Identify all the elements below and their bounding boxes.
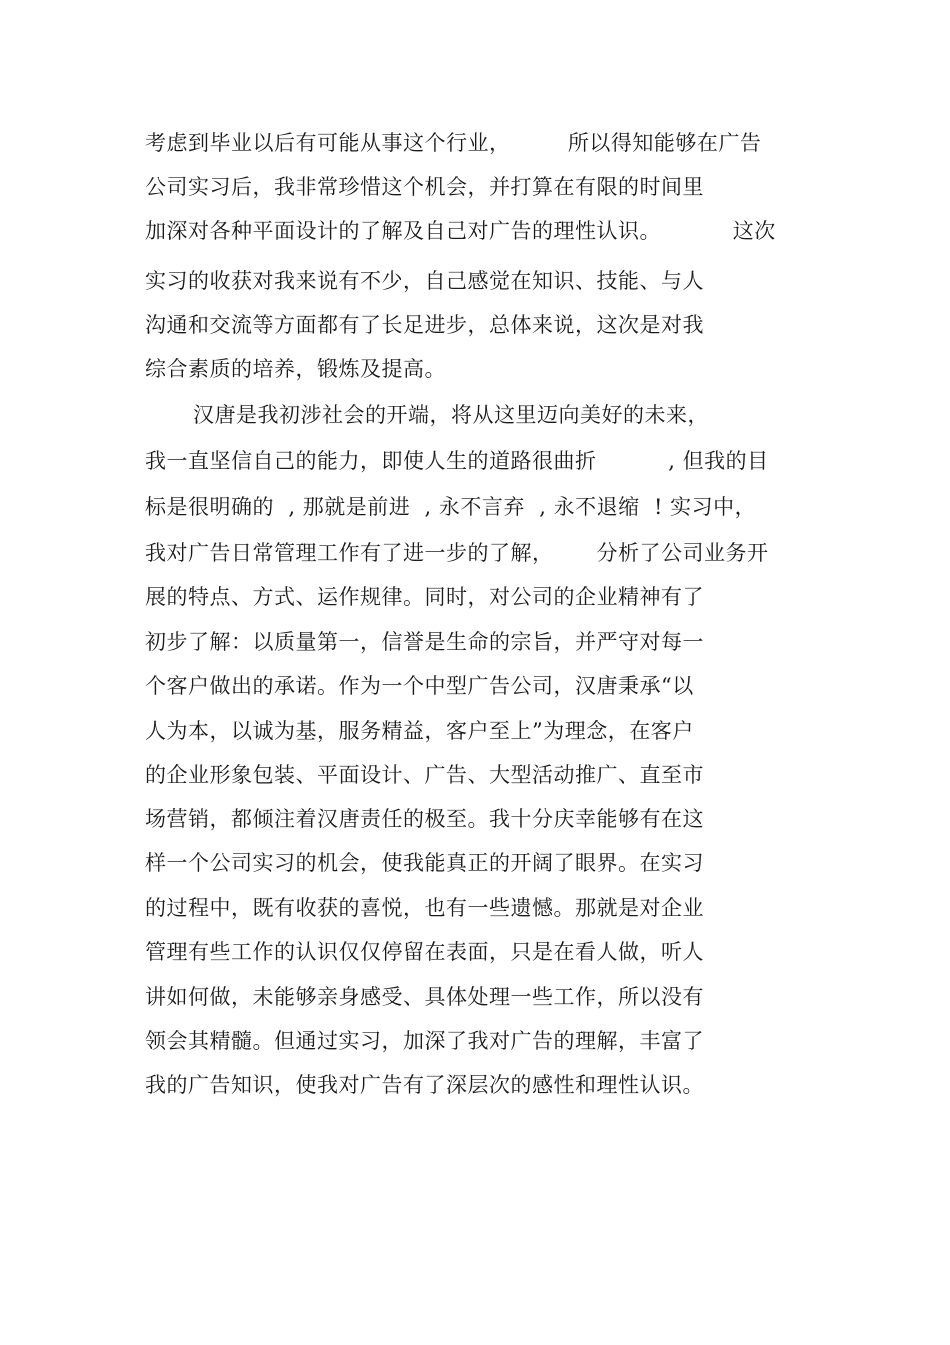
text-line: 我一直坚信自己的能力，即使人生的道路很曲折 , 但我的目 (145, 449, 769, 473)
text-line: 沟通和交流等方面都有了长足进步，总体来说，这次是对我 (145, 313, 704, 337)
text-line: 管理有些工作的认识仅仅停留在表面，只是在看人做，听人 (145, 940, 704, 964)
text-line: 初步了解：以质量第一，信誉是生命的宗旨，并严守对每一 (145, 630, 704, 654)
text-line: 考虑到毕业以后有可能从事这个行业， 所以得知能够在广告 (145, 131, 762, 155)
text-line: 样一个公司实习的机会，使我能真正的开阔了眼界。在实习 (145, 851, 704, 875)
text-line: 领会其精髓。但通过实习，加深了我对广告的理解，丰富了 (145, 1029, 704, 1053)
text-line: 我的广告知识，使我对广告有了深层次的感性和理性认识。 (145, 1073, 704, 1097)
text-line: 个客户做出的承诺。作为一个中型广告公司，汉唐秉承“以 (145, 674, 694, 698)
text-line: 展的特点、方式、运作规律。同时，对公司的企业精神有了 (145, 585, 704, 609)
text-line: 的过程中，既有收获的喜悦，也有一些遗憾。那就是对企业 (145, 896, 704, 920)
text-line: 汉唐是我初涉社会的开端，将从这里迈向美好的未来， (193, 403, 709, 427)
text-line: 加深对各种平面设计的了解及自己对广告的理性认识。 这次 (145, 219, 776, 243)
text-line: 标是很明确的 , 那就是前进 , 永不言弃 , 永不退缩 ! 实习中， (145, 495, 757, 519)
text-line: 讲如何做，未能够亲身感受、具体处理一些工作，所以没有 (145, 985, 704, 1009)
text-line: 的企业形象包装、平面设计、广告、大型活动推广、直至市 (145, 763, 704, 787)
text-line: 我对广告日常管理工作有了进一步的了解， 分析了公司业务开 (145, 541, 769, 565)
text-line: 场营销，都倾注着汉唐责任的极至。我十分庆幸能够有在这 (145, 807, 704, 831)
text-line: 公司实习后，我非常珍惜这个机会，并打算在有限的时间里 (145, 175, 704, 199)
text-line: 综合素质的培养，锻炼及提高。 (145, 357, 446, 381)
text-line: 实习的收获对我来说有不少，自己感觉在知识、技能、与人 (145, 269, 704, 293)
text-line: 人为本，以诚为基，服务精益，客户至上”为理念，在客户 (145, 719, 694, 743)
